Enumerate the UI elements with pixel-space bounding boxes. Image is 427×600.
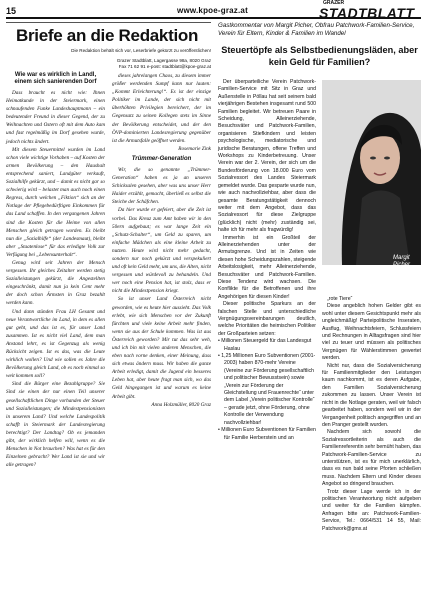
- article-title: Steuertöpfe als Selbstbedienungsläden, aber kein Geld für Familien?: [221, 45, 418, 67]
- article-paragraph: Immerhin ist ein Großteil der Alleinerziehenden unter der Armutsgrenze. Und ist in Zeiten wie diesen hohe Scheidungszahlen, steigende Arbeitslosigkeit, mehr Alleinerziehende, Besuchsväter und Patchwork-Familien. Diese Tendenz wird wachsen. Die Konflikte für die Betroffenen und ihre Angehörigen für diesen Kinder!: [218, 234, 316, 300]
- letter-body: [112, 72, 211, 409]
- caption-first-name: Margit: [393, 255, 410, 261]
- letter-paragraph: dieses jahrelangen Chaos, zu diesem immer größer werdenden Sumpf kann nur lauten: „Kommt Erleichterung!“. Es ist der einzige Politiker im Lande, der sich nicht mit überhöhten Privilegien bereichert, der im Gegensatz zu seinen Kollegen stets im Sinne der Bevölkerung entscheidet, und der den ÖVP-dominierten Landesregierung gegenüber ist die Armutsfalle geöffnet werden.: [112, 73, 211, 144]
- letter-heading: Wie war es wirklich in Landl, einem sich sanierenden Dorf: [14, 72, 97, 85]
- letters-title: Briefe an die Redaktion: [16, 26, 199, 45]
- letter-paragraph: Sind die Bürger eine Bezahlgruppe? Sie Sind sie einen der nur einen Teil unserer gesellschaftlichen Dinge vorhanden der Steuer und Sozialleistungen; die Mindestpensionisten in unserem Land? Und welche Landespolitik schafft in Steiermark der Landesregierung berechtigt? Der Landtag? Ob es jemanden gibt, der wirklich helfen will, wenn es die Menschen in Not brauchen? Was hat es für den Einzelnen gebracht? Wer Land ist sie und wir alle getragen?: [6, 381, 105, 469]
- letter-paragraph: Mit diesem Steuermittel wurden im Land schon viele wichtige Vorhaben – auf Kosten der armen Bevölkerung – den Haushalt entsprechend saniert, Landgüter verkauft, Sozialhilfe gekürzt, und – damit es nicht gar so schwierig wird – belastet man auch noch einen Regress, durch welchen „Fiktion“ sich an der Notlage der Pflegebedürftigen Einkommen für das Land schaffen. In den vergangenen Jahren sind die Kosten für die Heime von allen Menschen gleich getragen worden. Es bleibt nun die „Sozialhilfe“ (der Landesmaut), bleibt aber „Staatenlose“ für das erledigte Volk zur Verfügung bei „Lebensunterhalt“.: [6, 146, 105, 258]
- site-url[interactable]: www.kpoe-graz.at: [177, 6, 248, 15]
- letter-paragraph: Da hier wurde er gefeiert, aber die Zeit ist vorbei. Das Kreuz zum Amt haben wir in den 50ern aufgebaut; es war lange Zeit ein „Schutz-Schalter“, um Geld zu sparen, um einfache Mädchen als eine kleine Arbeit zu nutzen. Heute wird nicht mehr gedacht, sondern nur noch gekürzt und verspekuliert und oft kein Geld mehr, um uns, die Alten, nicht vergessen und würdevoll zu behandeln. Und wer noch eine Pension hat, ist stolz, dass er nicht die Mindestpension kriegt.: [112, 207, 211, 295]
- letter-signature: Anna Holzmüller, 8020 Graz: [151, 401, 211, 408]
- logo: [319, 0, 421, 21]
- letter-paragraph: Dass braucht es nicht wie: Ihnen Heimatkunde in der Steiermark, einen schnaufenden Funke Landeshauptmann – ein bedeutender Freund in dieser Gegend, der zu Weihnachten und Ostern oft mit dem Auto kam und fast regelmäßig im Dorf gesehen wurde, jedoch nichts ändert.: [6, 90, 105, 145]
- article-bullet: • Millionen Steuergeld für das Landesgut Haslau: [218, 338, 312, 352]
- letters-column-a: [6, 72, 105, 469]
- letter-paragraph: Wir, die so genannte „Trümmer-Generation“ haben es ja an unseren Schicksalen gesehen, aber was uns unser Herr Haider erzählt, gemacht, überließ es selbst die Steiche der Schäfchen.: [112, 166, 211, 206]
- letter-paragraph: So ist unser Land Österreich nicht geworden, wie es heute hier aussieht. Das Volk erlebt, wie sich Menschen vor der Zukunft fürchten und viele keine Arbeit mehr finden, wenn sie aus der Schule kommen. Was ist aus Österreich geworden? Mir tut das sehr weh, und ich bin mit vielen anderen Menschen, die eben nach vorne denken, einer Meinung, dass sich etwas ändern muss. Wir haben die ganze Arbeit erledigt, damit die Jugend ein besseres Leben hat, aber heute fragt man sich, wo das Geld hingegangen ist und warum es keine Arbeit gibt.: [112, 296, 211, 400]
- letters-disclaimer: Die Redaktion behält sich vor, Leserbriefe gekürzt zu veröffentlichen!: [71, 48, 211, 53]
- letter-paragraph: Und dann stünden Frau LH Gesamt und neue Verantwortliche im Land, in dem es allen gut geht, und das ist es, für unser Land zusammen. Ist es nicht viel Land, dem man Anstand lehrt, es ist Gegenzug als wenig Rücksicht zeigen. Ist es das, was die Leute wirklich wollen? Und wie sollen es Jahre die Bevölkerung gleich Land, ob es noch einmal so weit kommen soll?: [6, 308, 105, 380]
- article-bullet: • Millionen Euro Subventionen für Familien für Familie Herberstein und an: [218, 427, 316, 441]
- article-paragraph: Nachdem sich sowohl die Sozialressortleiterin als auch die Familienreferentin sehr bemüht haben, das Patchwork-Familien-Service zu unterstützen, ist es für mich unerklärlich, dass es nun bald seine Pforten schließen muss. Nachdem Eltern und Kinder dieses Angebot so dringend brauchen.: [322, 429, 421, 488]
- article-bullet: • 1,25 Millionen Euro Subventionen (2001-2003) haben 870-mehr Vereine (Vereine zur Förderung gesellschaftlich und politischer Bewusstsein) sowie „Verein zur Förderung der Gleichstellung und Frauenrechte“ unter dem Label „Verein politischer Kontrolle“ – gerade jetzt, ohne Förderung, ohne Kontrolle der Verwendung nachvollziehbar!: [218, 353, 316, 426]
- article-paragraph: Nicht nur, dass die Sozialversicherung für Familienmitglieder den Leistungen kaum nachkommt, ist es deren Aufgabe, den Familien Sozialversicherung zukommen zu lassen. Unser Verein ist nicht in die Notlage geraten, weil wir falsch gearbeitet haben, sondern weil wir in der Vergangenheit politisch angegriffen und an den Pranger gestellt wurden.: [322, 362, 421, 428]
- letter-heading: Trümmer-Generation: [131, 155, 192, 162]
- letter-signature: Rosemarie Zink: [178, 145, 211, 152]
- article-paragraph: Trotz dieser Lage werde ich in der politischen Verantwortung nicht aufgeben und weiter für die Familien kämpfen. Anfragen bitte an: Patchwork-Familien-Service, Tel.: 0664/531 14 55, Mail: Patchwork@gmx.at: [322, 488, 421, 532]
- address-line: Grazer Stadtblatt, Lagergasse 98a, 8020 Graz: [116, 58, 211, 63]
- article-paragraph: Dieser politische Sparkurs an der falschen Stelle und unterschiedliche Vergnügungsvereinbarungen deutlich, welche Prioritäten die heimischen Politiker der Großparteien setzen:: [218, 301, 316, 337]
- logo-big-text: STADTBLATT: [319, 5, 415, 21]
- photo-caption: [393, 255, 410, 269]
- logo-small-text: GRAZER: [323, 0, 345, 6]
- page-number: 15: [6, 6, 17, 16]
- letters-rubrik: [6, 22, 211, 48]
- letters-column-b: [112, 72, 211, 409]
- letter-paragraph: Genug wird seit Jahren der Mensch vergessen. Ihr gleiches Zeitalter werden stetig Sozialleistungen gekürzt, die Angestellten eingeschränkt, damit nun ja kein Cent mehr der doch schon Ärmsten in Graz bezahlt werden kann.: [6, 259, 105, 307]
- author-photo: [322, 80, 421, 265]
- caption-last-name: Picher: [393, 262, 411, 268]
- letters-address: [11, 58, 211, 69]
- article-paragraph: Diese angeblich hohen Gelder gibt es wohl unter diesem Gesichtspunkt mehr als ungleichmäßig! Parteipolitische Inseraten, Ausflug, Weihnachtsfeiern, Schlussfeiern und Rechnungen in Alltagsfragen sind hier viel zu teuer und müssen als politisches Vergnügen für Wählerstimmen gewertet werden.: [322, 303, 421, 362]
- letter-body: [6, 89, 105, 469]
- article-column-2: [322, 296, 421, 533]
- letters-section: [6, 22, 211, 594]
- article-paragraph: Der überparteiliche Verein Patchwork-Familien-Service mit Sitz in Graz und Außenstelle in Pöllau hat seit seinem bald vierjährigen Bestehen insgesamt rund 500 Familien begleitet. Wir betreuen Paare in Scheidung, Alleinerziehende, Besuchsväter und Patchwork-Familien, organisieren Stiefkindern und leisten psychologische, mediatorische und juridische Beratungen, offene Treffen und Workshops zu Kinderbetreuung. Unser Verein war der 2. Verein, der sich um die Bundesförderung von 18.000 Euro vom Sozialressort des Landes Steiermark gemeldet wurde. Das gesparte wurde nun, wie auch nachvollziehbar, aber dass die gesamte Beratungstätigkeit dennoch weiter mit dem Angebot, dass das Sozialressort für diese Zielgruppe (glücklich) nicht (mehr) zuständig sei, halte ich für mehr als fragwürdig!: [218, 79, 316, 234]
- article-column-1: [218, 79, 316, 442]
- article-intro: Gastkommentar von Margit Picher, Obfrau Patchwork-Familien-Service, Verein für Eltern, Kinder & Familien im Wandel: [218, 22, 415, 38]
- contact-line: Fax 71 62 91 e-post: stadtblatt@kpoe-graz.at: [118, 63, 211, 69]
- portrait-image: [322, 80, 421, 265]
- article-paragraph: „rote Tiere“: [327, 296, 353, 302]
